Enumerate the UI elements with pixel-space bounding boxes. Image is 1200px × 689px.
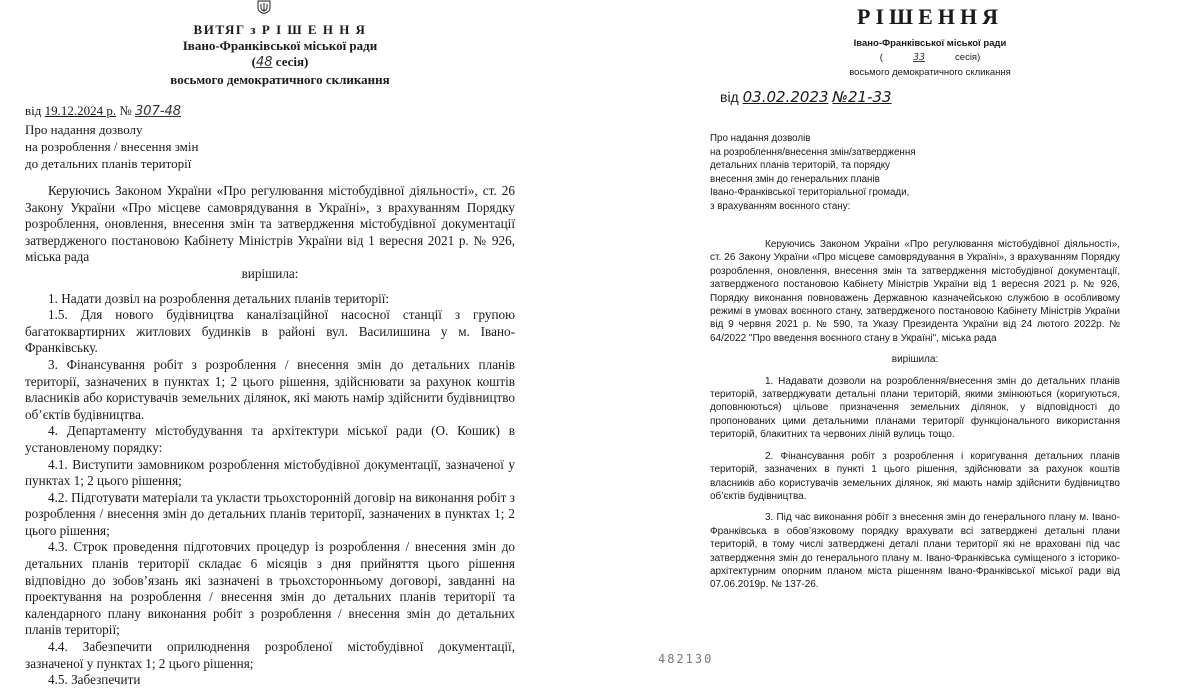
right-preamble: Керуючись Законом України «Про регулювання містобудівної діяльності», ст. 26 Закону України «Про місцеве самоврядування в Україні», з врахуванням Порядку розроблення, оновлення, внесення змін та затвердження містобудівної документації, затвердженого постановою Кабінету Міністрів України від 1 вересня 2021 р. № 926, Порядку виконання повноважень Державною казначейською службою в особливому режимі в умовах воєнного стану, затвердженого постановою Кабінету Міністрів України від 9 червня 2021 р. № 590, та Указу Президента України від 24 лютого 2022р. № 64/2022 "Про введення воєнного стану в Україні", міська рада [710, 239, 1120, 344]
left-subject-line: на розроблення / внесення змін [25, 139, 199, 154]
left-title: ВИТЯГ з Р І Ш Е Н Н Я [193, 22, 367, 37]
right-session [790, 52, 1070, 63]
right-date-line [720, 88, 892, 106]
left-preamble: Керуючись Законом України «Про регулювання містобудівної діяльності», ст. 26 Закону України «Про місцеве самоврядування в Україні», з врахуванням Порядку розроблення, оновлення, внесення змін та затвердження містобудівної документації затвердженого постановою Кабінету Міністрів України від 1 вересня 2021 р. № 926, міська рада [25, 183, 515, 265]
left-subject-line: до детальних планів території [25, 156, 192, 171]
right-decision-number: 21-33 [848, 88, 892, 106]
right-subject-line: Івано-Франківської територіальної громади, [710, 187, 910, 199]
coat-of-arms-icon [256, 0, 272, 14]
left-subject [25, 121, 198, 172]
left-item: 3. Фінансування робіт з розроблення / внесення змін до детальних планів території, зазначених в пунктах 1; 2 цього рішення, здійснювати за рахунок коштів власників або користувачів земельних ділянок, які мають намір здійснити будівництво об’єктів будівництва. [25, 356, 515, 422]
right-session-word: сесія) [955, 52, 981, 63]
left-item: 1. Надати дозвіл на розроблення детальних планів території: [48, 290, 390, 306]
left-document-page [0, 0, 560, 688]
right-item: 2. Фінансування робіт з розроблення і коригування детальних планів територій, зазначених в пункті 1 цього рішення, здійснювати за рахунок коштів власників або користувачів земельних ділянок, які мають намір здійснити будівництво об’єктів будівництва. [710, 450, 1120, 502]
right-session-open: ( [879, 52, 883, 63]
right-document-page [640, 0, 1200, 675]
right-date-prefix: від [720, 89, 739, 105]
left-session: (48 сесія) [251, 54, 309, 70]
left-item: 4.3. Строк проведення підготовчих процедур із розроблення / внесення змін до детальних планів території складає 6 місяців з дня прийняття цього рішення відповідно до зобов’язань які зазначені в трьохсторонньому договорі, завданні на проектування на розроблення / внесення змін до детальних планів території та календарного плану виконання робіт з розроблення / внесення змін до детальних планів території; [25, 539, 515, 638]
left-council-name: Івано-Франківської міської ради [182, 38, 378, 53]
left-decided: вирішила: [241, 265, 299, 281]
left-date-prefix: від [25, 103, 42, 118]
registration-stamp: 482130 [658, 652, 714, 666]
right-convocation: восьмого демократичного скликання [849, 67, 1011, 78]
right-decided: вирішила: [891, 354, 939, 366]
right-date: 03.02.2023 [742, 88, 829, 106]
right-subject-line: Про надання дозволів [710, 133, 811, 144]
left-item: 1.5. Для нового будівництва каналізаційної насосної станції з групою багатоквартирних житлових будинків в районі вул. Василишина у м. Івано-Франківську. [25, 307, 515, 356]
left-convocation: восьмого демократичного скликання [170, 72, 390, 87]
left-item: 4.1. Виступити замовником розроблення містобудівної документації, зазначеної у пунктах 1; 2 цього рішення; [25, 456, 515, 489]
right-council-name: Івано-Франківської міської ради [853, 38, 1007, 49]
right-session-number: 33 [912, 52, 926, 63]
left-item: 4.4. Забезпечити оприлюднення розробленої містобудівної документації, зазначеної у пунктах 1; 2 цього рішення; [25, 639, 515, 671]
left-body [25, 183, 515, 689]
right-title: РІШЕННЯ [857, 4, 1003, 29]
left-subject-line: Про надання дозволу [25, 122, 143, 137]
left-date-line [25, 103, 181, 119]
left-session-word: сесія) [275, 54, 309, 69]
right-subject-line: детальних планів територій, та порядку [710, 160, 891, 172]
right-item: 3. Під час виконання робіт з внесення змін до генерального плану м. Івано-Франківська в обов’язковому порядку врахувати всі затверджені детальні плани територій, в тому числі затверджені деталі плани території які не враховані під час затвердження змін до генерального плану м. Івано-Франківська суміщеного з історико-архітектурним опорним планом міста рішенням Івано-Франківської міської ради від 07.06.2019р. № 137-26. [710, 512, 1120, 591]
right-number-prefix: № [832, 88, 848, 106]
right-subject-line: з врахуванням воєнного стану: [710, 200, 851, 212]
left-item: 4.2. Підготувати матеріали та укласти трьохсторонній договір на виконання робіт з розроблення / внесення змін до детальних планів території, зазначених в пунктах 1; 2 цього рішення; [25, 489, 515, 538]
left-decision-number: 307-48 [135, 104, 182, 119]
right-subject [710, 132, 916, 214]
right-subject-line: на розроблення/внесення змін/затвердження [710, 146, 916, 158]
right-body [710, 238, 1120, 592]
right-item: 1. Надавати дозволи на розроблення/внесення змін до детальних планів територій, затверджувати детальні плани територій, якими змінюються (коригуються, доповнюються) цільове призначення земельних ділянок, у відповідності до пропонованих цими детальними планами території функціонального використання територій, блакитних та червоних ліній вулиць тощо. [710, 375, 1120, 441]
left-item: 4. Департаменту містобудування та архітектури міської ради (О. Кошик) в установленому порядку: [25, 423, 515, 455]
left-session-number: 48 [255, 55, 273, 70]
left-item: 4.5. Забезпечити [48, 672, 141, 688]
left-date: 19.12.2024 р. [44, 103, 117, 118]
right-subject-line: внесення змін до генеральних планів [710, 173, 880, 185]
left-number-prefix: № [119, 103, 132, 118]
